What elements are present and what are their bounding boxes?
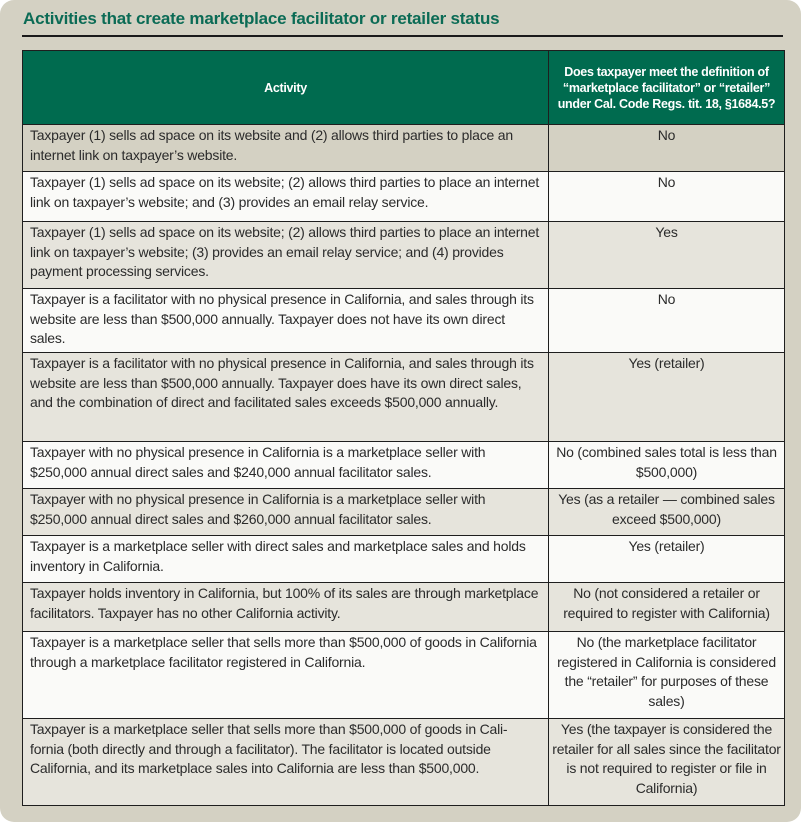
answer-cell: Yes (the taxpayer is considered the retailer for all sales since the facilitator is not required to register or file in California) [549,719,785,806]
activity-cell: Taxpayer (1) sells ad space on its website; (2) allows third parties to place an internet link on taxpayer’s website; (3) provides an email relay service; and (4) provides payment processing services. [23,222,549,289]
activity-cell: Taxpayer with no physical presence in California is a marketplace seller with $250,000 annual direct sales and $240,000 annual facilitator sales. [23,442,549,489]
activity-cell: Taxpayer is a marketplace seller that sells more than $500,000 of goods in Cali-fornia (both directly and through a facilitator). The facilitator is located outside California, and its marketplace sales into California are less than $500,000. [23,719,549,806]
activities-table [22,50,785,806]
answer-cell: Yes (as a retailer — combined sales exceed $500,000) [549,489,785,536]
answer-cell: No (not considered a retailer or required to register with California) [549,583,785,632]
answer-cell: No [549,172,785,222]
activity-cell: Taxpayer is a facilitator with no physical presence in California, and sales through its website are less than $500,000 annually. Taxpayer does not have its own direct sales. [23,289,549,353]
answer-cell: Yes (retailer) [549,353,785,442]
table-row[interactable] [23,489,785,536]
table-row[interactable] [23,583,785,632]
activity-cell: Taxpayer is a facilitator with no physical presence in California, and sales through its website are less than $500,000 annually. Taxpayer does have its own direct sales, and the combination of direct and facilitated sales exceeds $500,000 annually. [23,353,549,442]
activity-cell: Taxpayer with no physical presence in California is a marketplace seller with $250,000 annual direct sales and $260,000 annual facilitator sales. [23,489,549,536]
activity-cell: Taxpayer (1) sells ad space on its website; (2) allows third parties to place an internet link on taxpayer’s website; and (3) provides an email relay service. [23,172,549,222]
column-header-answer: Does taxpayer meet the definition of “marketplace facilitator” or “retailer” under Cal. Code Regs. tit. 18, §1684.5? [549,51,785,125]
header-row [23,51,785,125]
table-row[interactable] [23,289,785,353]
activity-cell: Taxpayer holds inventory in California, but 100% of its sales are through marketplace facilitators. Taxpayer has no other California activity. [23,583,549,632]
answer-cell: Yes (retailer) [549,536,785,583]
activity-cell: Taxpayer is a marketplace seller with direct sales and marketplace sales and holds inventory in California. [23,536,549,583]
column-header-activity: Activity [23,51,549,125]
answer-cell: No [549,125,785,172]
table-row[interactable] [23,719,785,806]
table-row[interactable] [23,172,785,222]
activity-cell: Taxpayer is a marketplace seller that sells more than $500,000 of goods in California through a marketplace facilitator registered in California. [23,632,549,719]
table-row[interactable] [23,353,785,442]
answer-cell: No (combined sales total is less than $500,000) [549,442,785,489]
answer-cell: Yes [549,222,785,289]
table-row[interactable] [23,632,785,719]
answer-cell: No (the marketplace facilitator registered in California is considered the “retailer” for purposes of these sales) [549,632,785,719]
title-rule [22,35,783,37]
answer-cell: No [549,289,785,353]
table-title: Activities that create marketplace facilitator or retailer status [23,9,500,28]
table-row[interactable] [23,125,785,172]
table-row[interactable] [23,442,785,489]
table-row[interactable] [23,222,785,289]
table-row[interactable] [23,536,785,583]
activity-cell: Taxpayer (1) sells ad space on its website and (2) allows third parties to place an internet link on taxpayer’s website. [23,125,549,172]
